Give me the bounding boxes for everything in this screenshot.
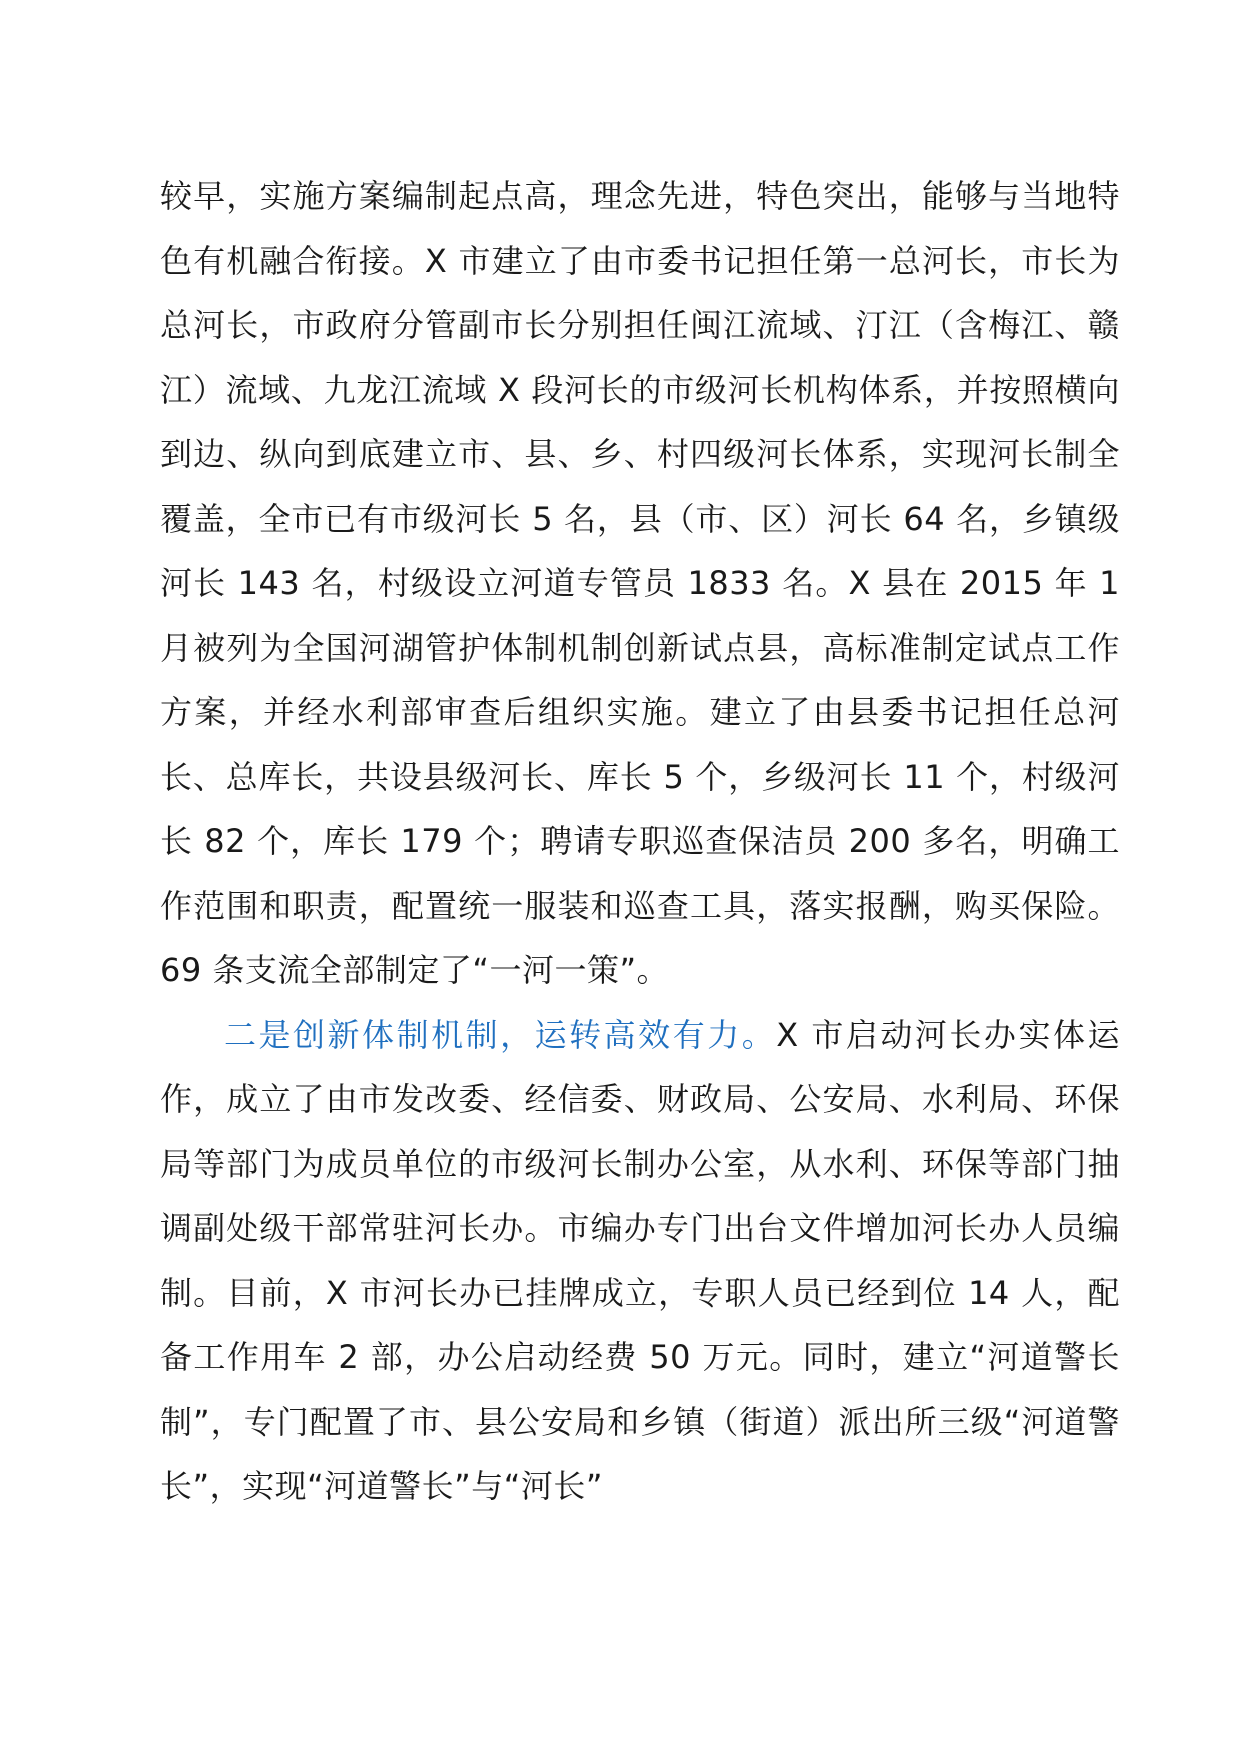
paragraph-1: 较早，实施方案编制起点高，理念先进，特色突出，能够与当地特色有机融合衔接。X 市建立了由市委书记担任第一总河长，市长为总河长，市政府分管副市长分别担任闽江流域、汀江（含梅江、赣江）流域、九龙江流域 X 段河长的市级河长机构体系，并按照横向到边、纵向到底建立市、县、乡、村四级河长体系，实现河长制全覆盖，全市已有市级河长 5 名，县（市、区）河长 64 名，乡镇级河长 143 名，村级设立河道专管员 1833 名。X 县在 2015 年 1 月被列为全国河湖管护体制机制创新试点县，高标准制定试点工作方案，并经水利部审查后组织实施。建立了由县委书记担任总河长、总库长，共设县级河长、库长 5 个，乡级河长 11 个，村级河长 82 个，库长 179 个；聘请专职巡查保洁员 200 多名，明确工作范围和职责，配置统一服装和巡查工具，落实报酬，购买保险。69 条支流全部制定了“一河一策”。 (160, 177, 1120, 989)
paragraph-2 (160, 1003, 1120, 1519)
paragraph-2-body: X 市启动河长办实体运作，成立了由市发改委、经信委、财政局、公安局、水利局、环保局等部门为成员单位的市级河长制办公室，从水利、环保等部门抽调副处级干部常驻河长办。市编办专门出台文件增加河长办人员编制。目前，X 市河长办已挂牌成立，专职人员已经到位 14 人，配备工作用车 2 部，办公启动经费 50 万元。同时，建立“河道警长制”，专门配置了市、县公安局和乡镇（街道）派出所三级“河道警长”，实现“河道警长”与“河长” (160, 1015, 1120, 1505)
document-body (160, 164, 1120, 1519)
paragraph-2-heading: 二是创新体制机制，运转高效有力。 (224, 1015, 777, 1054)
